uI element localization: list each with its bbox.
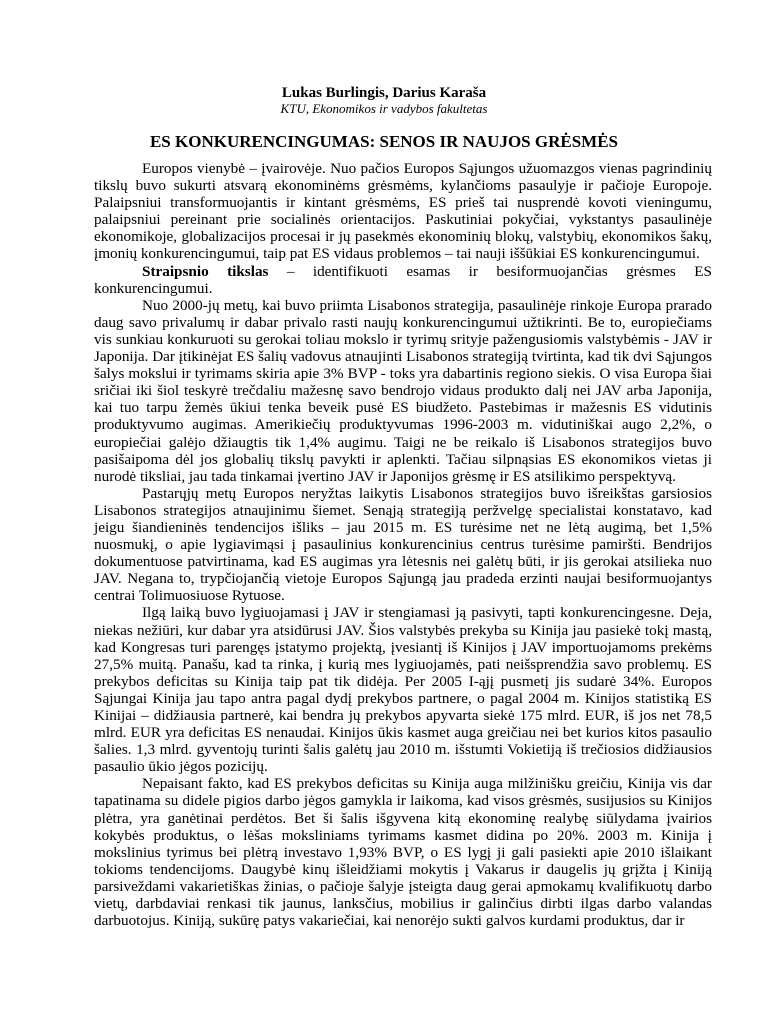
authors: Lukas Burlingis, Darius Karaša xyxy=(281,85,487,101)
paragraph-us-china: Ilgą laiką buvo lygiuojamasi į JAV ir stengiamasi ją pasivyti, tapti konkurencingesne. Deja, niekas nežiūri, kur dabar yra atsidūrusi JAV. Šios valstybės prekyba su Kinija jau pasiekė tokį mastą, kad Kongresas turi parengęs įstatymo projektą, įvesiantį iš Kinijos į JAV importuojamoms prekėms 27,5% muitą. Panašu, kad ta rinka, į kurią mes lygiuojamės, pati neišsprendžia savo problemų. ES prekybos deficitas su Kinija taip pat tik didėja. Per 2005 I-ąjį pusmetį jis sudarė 34%. Europos Sąjungai Kinija jau tapo antra pagal dydį prekybos partnere, o pagal 2004 m. Kinijos statistiką ES Kinijai – didžiausia partnerė, kai bendra jų prekybos apyvarta siekė 175 mlrd. EUR, iš jos net 78,5 mlrd. EUR yra deficitas ES nenaudai. Kinijos ūkis kasmet auga greičiau nei bet kurios kitos pasaulio šalies. 1,3 mlrd. gyventojų turinti šalis galėtų jau 2010 m. išstumti Vokietiją iš trečiosios didžiausios pasaulio ūkio jėgos pozicijų. xyxy=(94,604,712,776)
paragraph-lisbon: Nuo 2000-jų metų, kai buvo priimta Lisabonos strategija, pasaulinėje rinkoje Europa prarado daug savo privalumų ir dabar privalo rasti naujų konkurencingumui užtikrinti. Be to, europiečiams vis sunkiau konkuruoti su gerokai toliau mokslo ir tyrimų srityje pažengusiomis valstybėmis - JAV ir Japonija. Dar įtikinėjat ES šalių vadovus atnaujinti Lisabonos strategiją tvirtinta, kad tik dvi Sąjungos šalys mokslui ir tyrimams skiria apie 3% BVP - toks yra dabartinis regiono siekis. O visa Europa šiai sričiai iki šiol teskyrė trečdaliu mažesnę savo bendrojo vidaus produkto dalį nei JAV arba Japonija, kai tuo tarpu žemės ūkiui tenka beveik pusė ES biudžeto. Pastebimas ir mažesnis ES vidutinis produktyvumo augimas. Amerikiečių produktyvumas 1996-2003 m. vidutiniškai augo 2,2%, o europiečiai galėjo džiaugtis tik 1,4% augimu. Taigi ne be reikalo iš Lisabonos strategijos buvo pasišaipoma dėl jos globalių tikslų pavykti ir aplenkti. Tačiau silpnąsias ES ekonomikos vietas ji nurodė tiksliai, jau tada tinkamai įvertino JAV ir Japonijos grėsmę ir ES atsilikimo perspektyvą. xyxy=(94,296,712,485)
article-body xyxy=(94,160,712,929)
paper-title: ES KONKURENCINGUMAS: SENOS IR NAUJOS GRĖSMĖS xyxy=(149,132,619,151)
paragraph-intro: Europos vienybė – įvairovėje. Nuo pačios Europos Sąjungos užuomazgos vienas pagrindinių tikslų buvo sukurti atsvarą ekonominėms grėsmėms, kylančioms pasaulyje ir pačioje Europoje. Palaipsniui transformuojantis ir kintant grėsmėms, ES prieš tai nusprendė kovoti vieningumu, palaipsniui pereinant prie socialinės orientacijos. Paskutiniai pokyčiai, vykstantys pasaulinėje ekonomikoje, globalizacijos procesai ir jų pasekmės ekonominių blokų, valstybių, ekonomikos šakų, įmonių konkurencingumui, taip pat ES vidaus problemos – tai nauji iššūkiai ES konkurencingumui. xyxy=(94,160,712,263)
paragraph-aim xyxy=(94,263,712,297)
affiliation: KTU, Ekonomikos ir vadybos fakultetas xyxy=(280,101,488,116)
aim-text: – identifikuoti esamas ir besiformuojančias grėsmes ES konkurencingumui. xyxy=(94,262,712,297)
aim-label: Straipsnio tikslas xyxy=(142,262,269,280)
paragraph-china-growth: Nepaisant fakto, kad ES prekybos deficitas su Kinija auga milžinišku greičiu, Kinija vis dar tapatinama su didele pigios darbo jėgos gamykla ir laikoma, kad visos grėsmės, susijusios su Kinijos plėtra, yra ganėtinai perdėtos. Bet ši šalis išgyvena kitą ekonominę realybę siūlydama įvairios kokybės produktus, o lėšas moksliniams tyrimams kasmet didina po 20%. 2003 m. Kinija į mokslinius tyrimus bei plėtrą investavo 1,93% BVP, o ES lygį ji gali pasiekti apie 2010 išlaikant tokioms tendencijoms. Daugybė kinų išleidžiami mokytis į Vakarus ir daugelis jų grįžta į Kiniją parsiveždami vakarietiškas žinias, o pačioje šalyje įsteigta daug gerai apmokamų kvalifikuotų darbo vietų, darbdaviai renkasi tik jaunus, lanksčius, mobilius ir galinčius dirbti ilgas darbo valandas darbuotojus. Kiniją, sukūrę patys vakariečiai, kai nenorėjo sukti galvos kurdami produktus, dar ir xyxy=(94,775,712,930)
paragraph-renewal: Pastarųjų metų Europos neryžtas laikytis Lisabonos strategijos buvo išreikštas garsiosios Lisabonos strategijos atnaujinimu šiemet. Senąją strategiją peržvelgę specialistai konstatavo, kad jeigu šiandieninės tendencijos išliks – jau 2015 m. ES turėsime net ne lėtą augimą, bet 1,5% nuosmukį, o apie lygiavimąsi į pasaulinius konkurencinius centrus turėsime pamiršti. Bendrijos dokumentuose patvirtinama, kad ES augimas yra lėtesnis nei galėtų būti, ir jis gerokai atsilieka nuo JAV. Negana to, trypčiojančią vietoje Europos Sąjungą jau pradeda erzinti naujai besiformuojantys centrai Tolimuosiuose Rytuose. xyxy=(94,484,712,605)
